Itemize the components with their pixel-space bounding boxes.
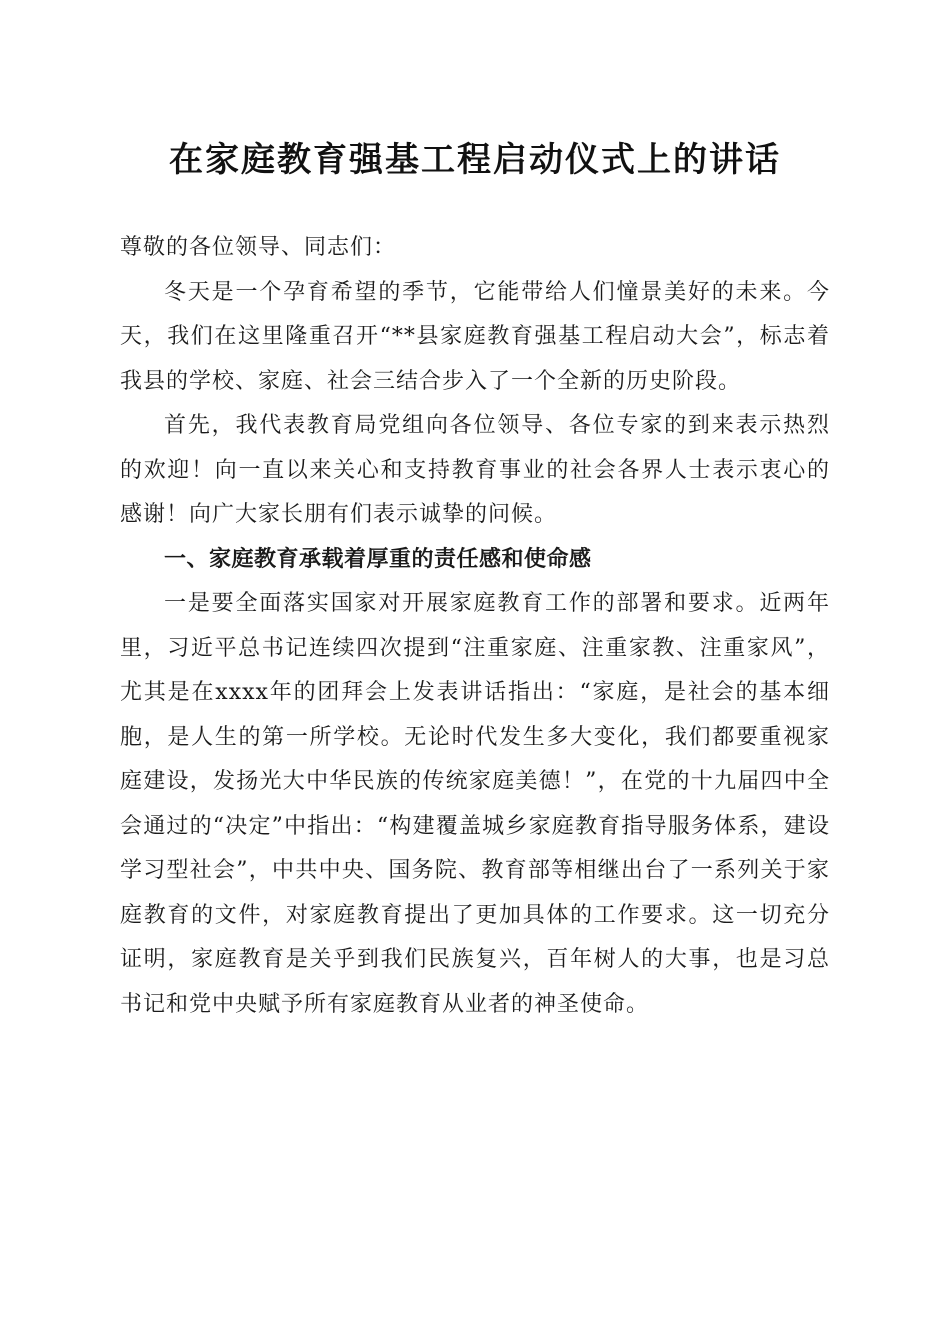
paragraph-welcome: 首先，我代表教育局党组向各位领导、各位专家的到来表示热烈的欢迎！向一直以来关心和支持教育事业的社会各界人士表示衷心的感谢！向广大家长朋有们表示诚挚的问候。 — [120, 413, 830, 527]
section-heading: 一、家庭教育承载着厚重的责任感和使命感 — [164, 546, 592, 572]
document-body — [120, 226, 830, 1027]
paragraph-opening: 冬天是一个孕育希望的季节，它能带给人们憧景美好的未来。今天，我们在这里隆重召开“**县家庭教育强基工程启动大会”，标志着我县的学校、家庭、社会三结合步入了一个全新的历史阶段。 — [120, 279, 830, 394]
document-title: 在家庭教育强基工程启动仪式上的讲话 — [169, 140, 781, 180]
paragraph-section-one: 一是要全面落实国家对开展家庭教育工作的部署和要求。近两年里，习近平总书记连续四次提到“注重家庭、注重家教、注重家风”，尤其是在xxxx年的团拜会上发表讲话指出：“家庭，是社会的基本细胞，是人生的第一所学校。无论时代发生多大变化，我们都要重视家庭建设，发扬光大中华民族的传统家庭美德！”，在党的十九届四中全会通过的“决定”中指出：“构建覆盖城乡家庭教育指导服务体系，建设学习型社会”，中共中央、国务院、教育部等相继出台了一系列关于家庭教育的文件，对家庭教育提出了更加具体的工作要求。这一切充分证明，家庭教育是关乎到我们民族复兴，百年树人的大事，也是习总书记和党中央赋予所有家庭教育从业者的神圣使命。 — [120, 591, 830, 1017]
salutation: 尊敬的各位领导、同志们： — [120, 235, 397, 260]
